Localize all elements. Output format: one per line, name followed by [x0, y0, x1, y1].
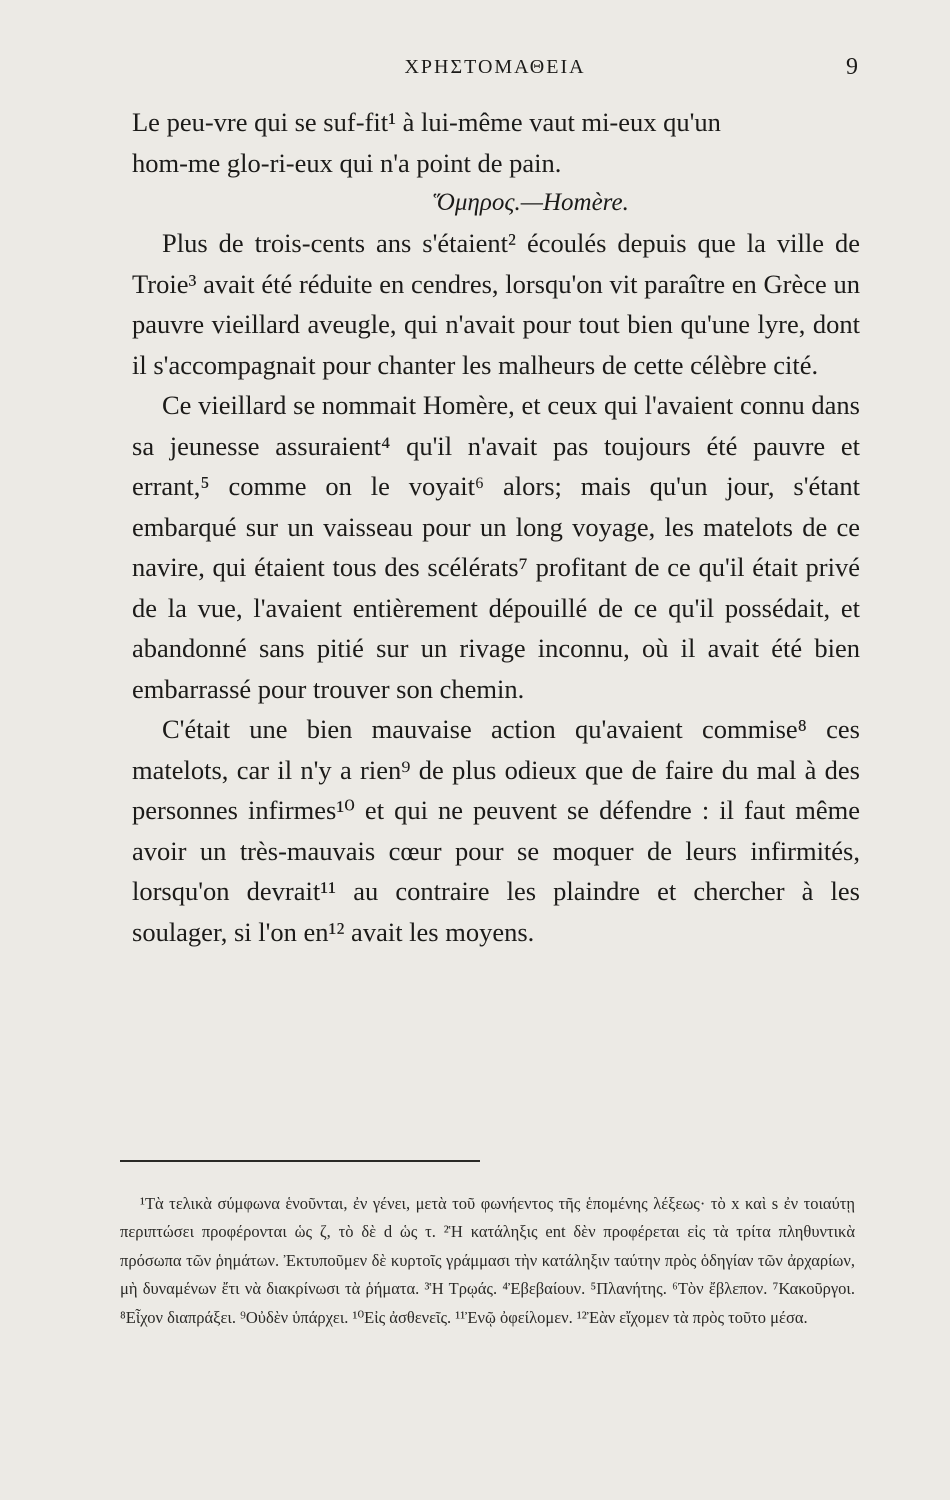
- footnote-text: ¹Τὰ τελικὰ σύμφωνα ἑνοῦνται, ἐν γένει, μετὰ τοῦ φωνήεντος τῆς ἑπομένης λέξεως· τὸ x καὶ s ἐν τοιαύτῃ περιπτώσει προφέρονται ὡς ζ, τὸ δὲ d ὡς τ. ²Ἡ κατάληξις ent δὲν προφέρεται εἰς τὰ τρίτα πληθυντικὰ πρόσωπα τῶν ῥημάτων. Ἐκτυποῦμεν δὲ κυρτοῖς γράμμασι τὴν κατάληξιν ταύτην πρὸς ὁδηγίαν τῶν ἀρχαρίων, μὴ δυναμένων ἔτι νὰ διακρίνωσι τὰ ῥήματα. ³Ἡ Τρῳάς. ⁴Ἐβεβαίουν. ⁵Πλανήτης. ⁶Τὸν ἔβλεπον. ⁷Κακοῦργοι. ⁸Εἶχον διαπράξει. ⁹Οὐδὲν ὑπάρχει. ¹⁰Εἰς ἀσθενεῖς. ¹¹Ἐνῷ ὀφείλομεν. ¹²Ἐὰν εἴχομεν τὰ πρὸς τοῦτο μέσα.: [120, 1194, 855, 1327]
- paragraph-1: Plus de trois-cents ans s'étaient² écoulés depuis que la ville de Troie³ avait été réduite en cendres, lorsqu'on vit paraître en Grèce un pauvre vieillard aveugle, qui n'avait pour tout bien qu'une lyre, dont il s'accompagnait pour chanter les malheurs de cette célèbre cité.: [132, 228, 860, 380]
- quote-attribution: Ὅμηρος.—Homère.: [433, 189, 629, 216]
- paragraph-2: Ce vieillard se nommait Homère, et ceux qui l'avaient connu dans sa jeunesse assuraient⁴ qu'il n'avait pas toujours été pauvre et errant,⁵ comme on le voyait⁶ alors; mais qu'un jour, s'étant embarqué sur un vaisseau pour un long voyage, les matelots de ce navire, qui étaient tous des scélérats⁷ profitant de ce qu'il était privé de la vue, l'avaient entièrement dépouillé de ce qu'il possédait, et abandonné sans pitié sur un rivage inconnu, où il avait été bien embarrassé pour trouver son chemin.: [132, 390, 860, 704]
- page-body: [132, 102, 860, 952]
- page-header: [132, 56, 858, 90]
- running-title: ΧΡΗΣΤΟΜΑΘΕΙΑ: [404, 56, 586, 78]
- paragraph-3: C'était une bien mauvaise action qu'avaient commise⁸ ces matelots, car il n'y a rien⁹ de plus odieux que de faire du mal à des personnes infirmes¹⁰ et qui ne peuvent se défendre : il faut même avoir un très-mauvais cœur pour se moquer de leurs infirmités, lorsqu'on devrait¹¹ au contraire les plaindre et chercher à les soulager, si l'on en¹² avait les moyens.: [132, 714, 860, 947]
- footnotes: [120, 1190, 855, 1332]
- quote-line-1: Le peu-vre qui se suf-fit¹ à lui-même vaut mi-eux qu'un: [132, 107, 721, 137]
- page-number: 9: [846, 54, 858, 80]
- quote-line-2: hom-me glo-ri-eux qui n'a point de pain.: [132, 147, 562, 178]
- footnote-divider: [120, 1160, 480, 1162]
